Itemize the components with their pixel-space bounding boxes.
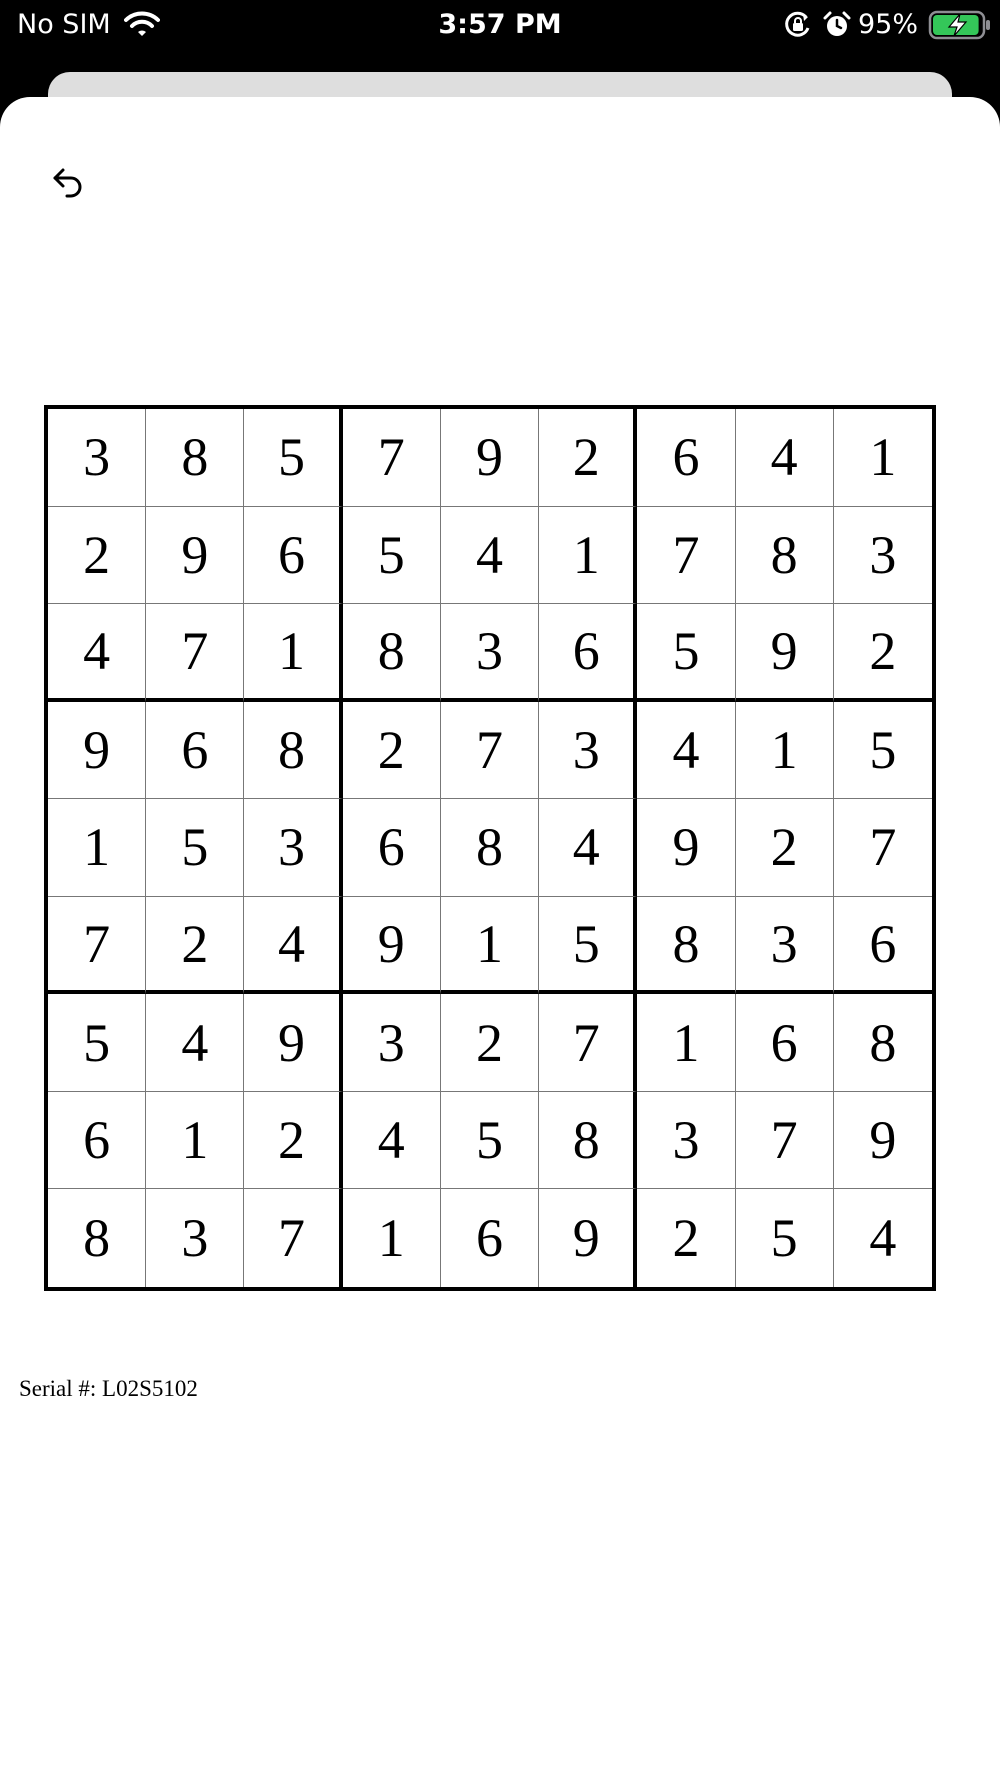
sudoku-cell[interactable]: 1 (244, 604, 342, 702)
sudoku-cell[interactable]: 9 (539, 1189, 637, 1287)
sudoku-cell[interactable]: 2 (343, 702, 441, 800)
sudoku-cell[interactable]: 5 (441, 1092, 539, 1190)
sudoku-cell[interactable]: 6 (637, 409, 735, 507)
sudoku-cell[interactable]: 8 (736, 507, 834, 605)
puzzle-sheet (0, 97, 1000, 1778)
sudoku-cell[interactable]: 9 (637, 799, 735, 897)
sudoku-cell[interactable]: 6 (48, 1092, 146, 1190)
sudoku-cell[interactable]: 4 (244, 897, 342, 995)
sudoku-cell[interactable]: 5 (637, 604, 735, 702)
rotation-lock-icon (784, 11, 812, 39)
sudoku-cell[interactable]: 8 (539, 1092, 637, 1190)
sudoku-cell[interactable]: 4 (539, 799, 637, 897)
sudoku-cell[interactable]: 6 (146, 702, 244, 800)
sudoku-cell[interactable]: 9 (441, 409, 539, 507)
sudoku-cell[interactable]: 7 (343, 409, 441, 507)
sudoku-cell[interactable]: 8 (637, 897, 735, 995)
sudoku-cell[interactable]: 6 (736, 994, 834, 1092)
sudoku-cell[interactable]: 2 (539, 409, 637, 507)
sudoku-cell[interactable]: 1 (343, 1189, 441, 1287)
sudoku-cell[interactable]: 8 (834, 994, 932, 1092)
undo-button[interactable] (44, 157, 94, 207)
sudoku-cell[interactable]: 9 (146, 507, 244, 605)
sudoku-cell[interactable]: 8 (146, 409, 244, 507)
sudoku-cell[interactable]: 9 (244, 994, 342, 1092)
sudoku-cell[interactable]: 1 (637, 994, 735, 1092)
sudoku-cell[interactable]: 4 (146, 994, 244, 1092)
sudoku-cell[interactable]: 9 (48, 702, 146, 800)
sudoku-cell[interactable]: 7 (539, 994, 637, 1092)
serial-number: Serial #: L02S5102 (19, 1376, 198, 1401)
sudoku-cell[interactable]: 6 (539, 604, 637, 702)
sudoku-cell[interactable]: 9 (343, 897, 441, 995)
sudoku-cell[interactable]: 7 (736, 1092, 834, 1190)
sudoku-cell[interactable]: 6 (441, 1189, 539, 1287)
status-time: 3:57 PM (438, 9, 562, 40)
sudoku-cell[interactable]: 1 (48, 799, 146, 897)
sudoku-cell[interactable]: 6 (244, 507, 342, 605)
sudoku-cell[interactable]: 5 (343, 507, 441, 605)
sudoku-cell[interactable]: 9 (736, 604, 834, 702)
sudoku-cell[interactable]: 8 (441, 799, 539, 897)
sudoku-cell[interactable]: 6 (834, 897, 932, 995)
alarm-icon (822, 10, 852, 40)
carrier-label: No SIM (17, 9, 111, 40)
sudoku-cell[interactable]: 1 (834, 409, 932, 507)
sudoku-cell[interactable]: 3 (834, 507, 932, 605)
sudoku-cell[interactable]: 2 (48, 507, 146, 605)
sudoku-cell[interactable]: 5 (244, 409, 342, 507)
sudoku-cell[interactable]: 2 (146, 897, 244, 995)
undo-icon (49, 162, 89, 202)
sudoku-cell[interactable]: 7 (637, 507, 735, 605)
sudoku-cell[interactable]: 6 (343, 799, 441, 897)
sudoku-cell[interactable]: 3 (539, 702, 637, 800)
sudoku-cell[interactable]: 8 (48, 1189, 146, 1287)
sudoku-cell[interactable]: 4 (343, 1092, 441, 1190)
sudoku-cell[interactable]: 7 (441, 702, 539, 800)
sudoku-cell[interactable]: 4 (441, 507, 539, 605)
sudoku-cell[interactable]: 8 (343, 604, 441, 702)
battery-charging-icon (928, 10, 992, 40)
sudoku-cell[interactable]: 7 (834, 799, 932, 897)
sudoku-cell[interactable]: 7 (146, 604, 244, 702)
sudoku-cell[interactable]: 3 (146, 1189, 244, 1287)
sudoku-cell[interactable]: 4 (869, 1208, 897, 1269)
sudoku-cell[interactable]: 3 (441, 604, 539, 702)
sudoku-cell[interactable]: 5 (539, 897, 637, 995)
sudoku-cell[interactable]: 3 (637, 1092, 735, 1190)
sudoku-cell[interactable]: 2 (834, 604, 932, 702)
sudoku-cell[interactable]: 7 (48, 897, 146, 995)
sudoku-cell[interactable]: 2 (441, 994, 539, 1092)
sudoku-cell[interactable]: 3 (343, 994, 441, 1092)
sudoku-cell[interactable]: 1 (736, 702, 834, 800)
sudoku-cell[interactable]: 2 (637, 1189, 735, 1287)
sudoku-cell[interactable]: 4 (48, 604, 146, 702)
sudoku-cell[interactable]: 1 (441, 897, 539, 995)
sudoku-cell[interactable]: 4 (736, 409, 834, 507)
sudoku-cell[interactable]: 5 (48, 994, 146, 1092)
sudoku-grid (44, 405, 936, 1291)
battery-percent: 95% (858, 9, 919, 40)
sudoku-cell[interactable]: 1 (146, 1092, 244, 1190)
sudoku-cell[interactable]: 3 (736, 897, 834, 995)
sudoku-cell[interactable]: 7 (244, 1189, 342, 1287)
sudoku-cell[interactable]: 5 (146, 799, 244, 897)
sudoku-cell[interactable]: 8 (244, 702, 342, 800)
sudoku-cell[interactable]: 1 (539, 507, 637, 605)
sudoku-cell[interactable]: 2 (736, 799, 834, 897)
sudoku-cell[interactable]: 3 (244, 799, 342, 897)
sudoku-cell[interactable]: 5 (834, 702, 932, 800)
status-bar (0, 0, 1000, 52)
sudoku-cell[interactable]: 2 (244, 1092, 342, 1190)
sudoku-cell[interactable]: 9 (834, 1092, 932, 1190)
sudoku-cell[interactable]: 5 (736, 1189, 834, 1287)
sudoku-cell[interactable]: 3 (48, 409, 146, 507)
sudoku-cell[interactable]: 4 (637, 702, 735, 800)
